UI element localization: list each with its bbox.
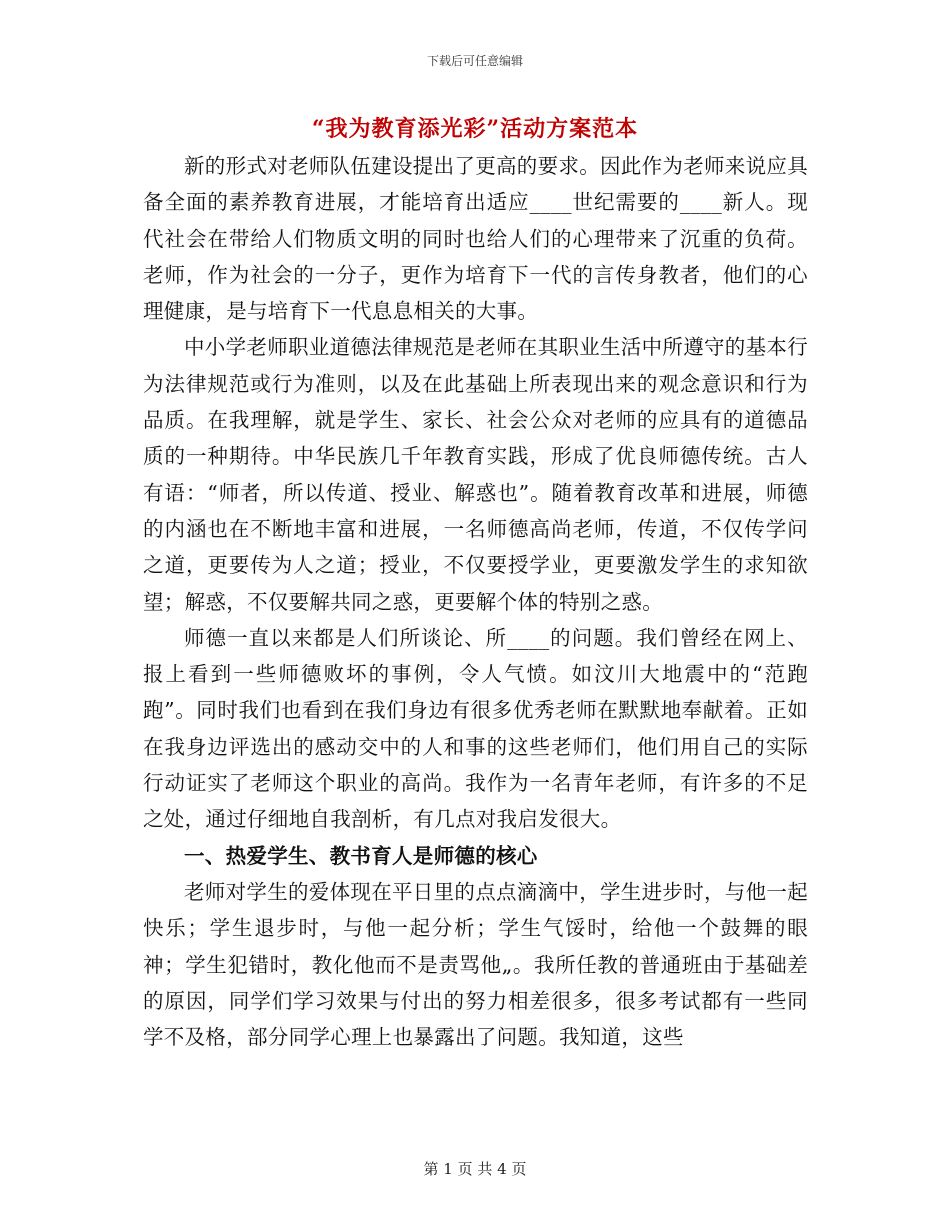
section-heading: 一、热爱学生、教书育人是师德的核心 [184, 843, 538, 868]
paragraph-3: 师德一直以来都是人们所谈论、所____的问题。我们曾经在网上、报上看到一些师德败坏的事例，令人气愤。如汶川大地震中的“范跑跑”。同时我们也看到在我们身边有很多优秀老师在默默地奉献着。正如在我身边评选出的感动交中的人和事的这些老师们，他们用自己的实际行动证实了老师这个职业的高尚。我作为一名青年老师，有许多的不足之处，通过仔细地自我剖析，有几点对我启发很大。 [143, 625, 808, 832]
paragraph-1: 新的形式对老师队伍建设提出了更高的要求。因此作为老师来说应具备全面的素养教育进展，才能培育出适应____世纪需要的____新人。现代社会在带给人们物质文明的同时也给人们的心理带来了沉重的负荷。老师，作为社会的一分子，更作为培育下一代的言传身教者，他们的心理健康，是与培育下一代息息相关的大事。 [143, 154, 808, 324]
section-paragraph: 老师对学生的爱体现在平日里的点点滴滴中，学生进步时，与他一起快乐；学生退步时，与他一起分析；学生气馁时，给他一个鼓舞的眼神；学生犯错时，教化他而不是责骂他„。我所任教的普通班由于基础差的原因，同学们学习效果与付出的努力相差很多，很多考试都有一些同学不及格，部分同学心理上也暴露出了问题。我知道，这些 [143, 879, 808, 1050]
paragraph-2: 中小学老师职业道德法律规范是老师在其职业生活中所遵守的基本行为法律规范或行为准则，以及在此基础上所表现出来的观念意识和行为品质。在我理解，就是学生、家长、社会公众对老师的应具有的道德品质的一种期待。中华民族几千年教育实践，形成了优良师德传统。古人有语：“师者，所以传道、授业、解惑也”。随着教育改革和进展，师德的内涵也在不断地丰富和进展，一名师德高尚老师，传道，不仅传学问之道，更要传为人之道；授业，不仅要授学业，更要激发学生的求知欲望；解惑，不仅要解共同之惑，更要解个体的特别之惑。 [143, 335, 808, 614]
document-title: “我为教育添光彩”活动方案范本 [311, 116, 639, 142]
header-note: 下载后可任意编辑 [426, 54, 523, 68]
page-indicator: 第 1 页 共 4 页 [423, 1160, 527, 1178]
document-body [143, 148, 808, 1055]
